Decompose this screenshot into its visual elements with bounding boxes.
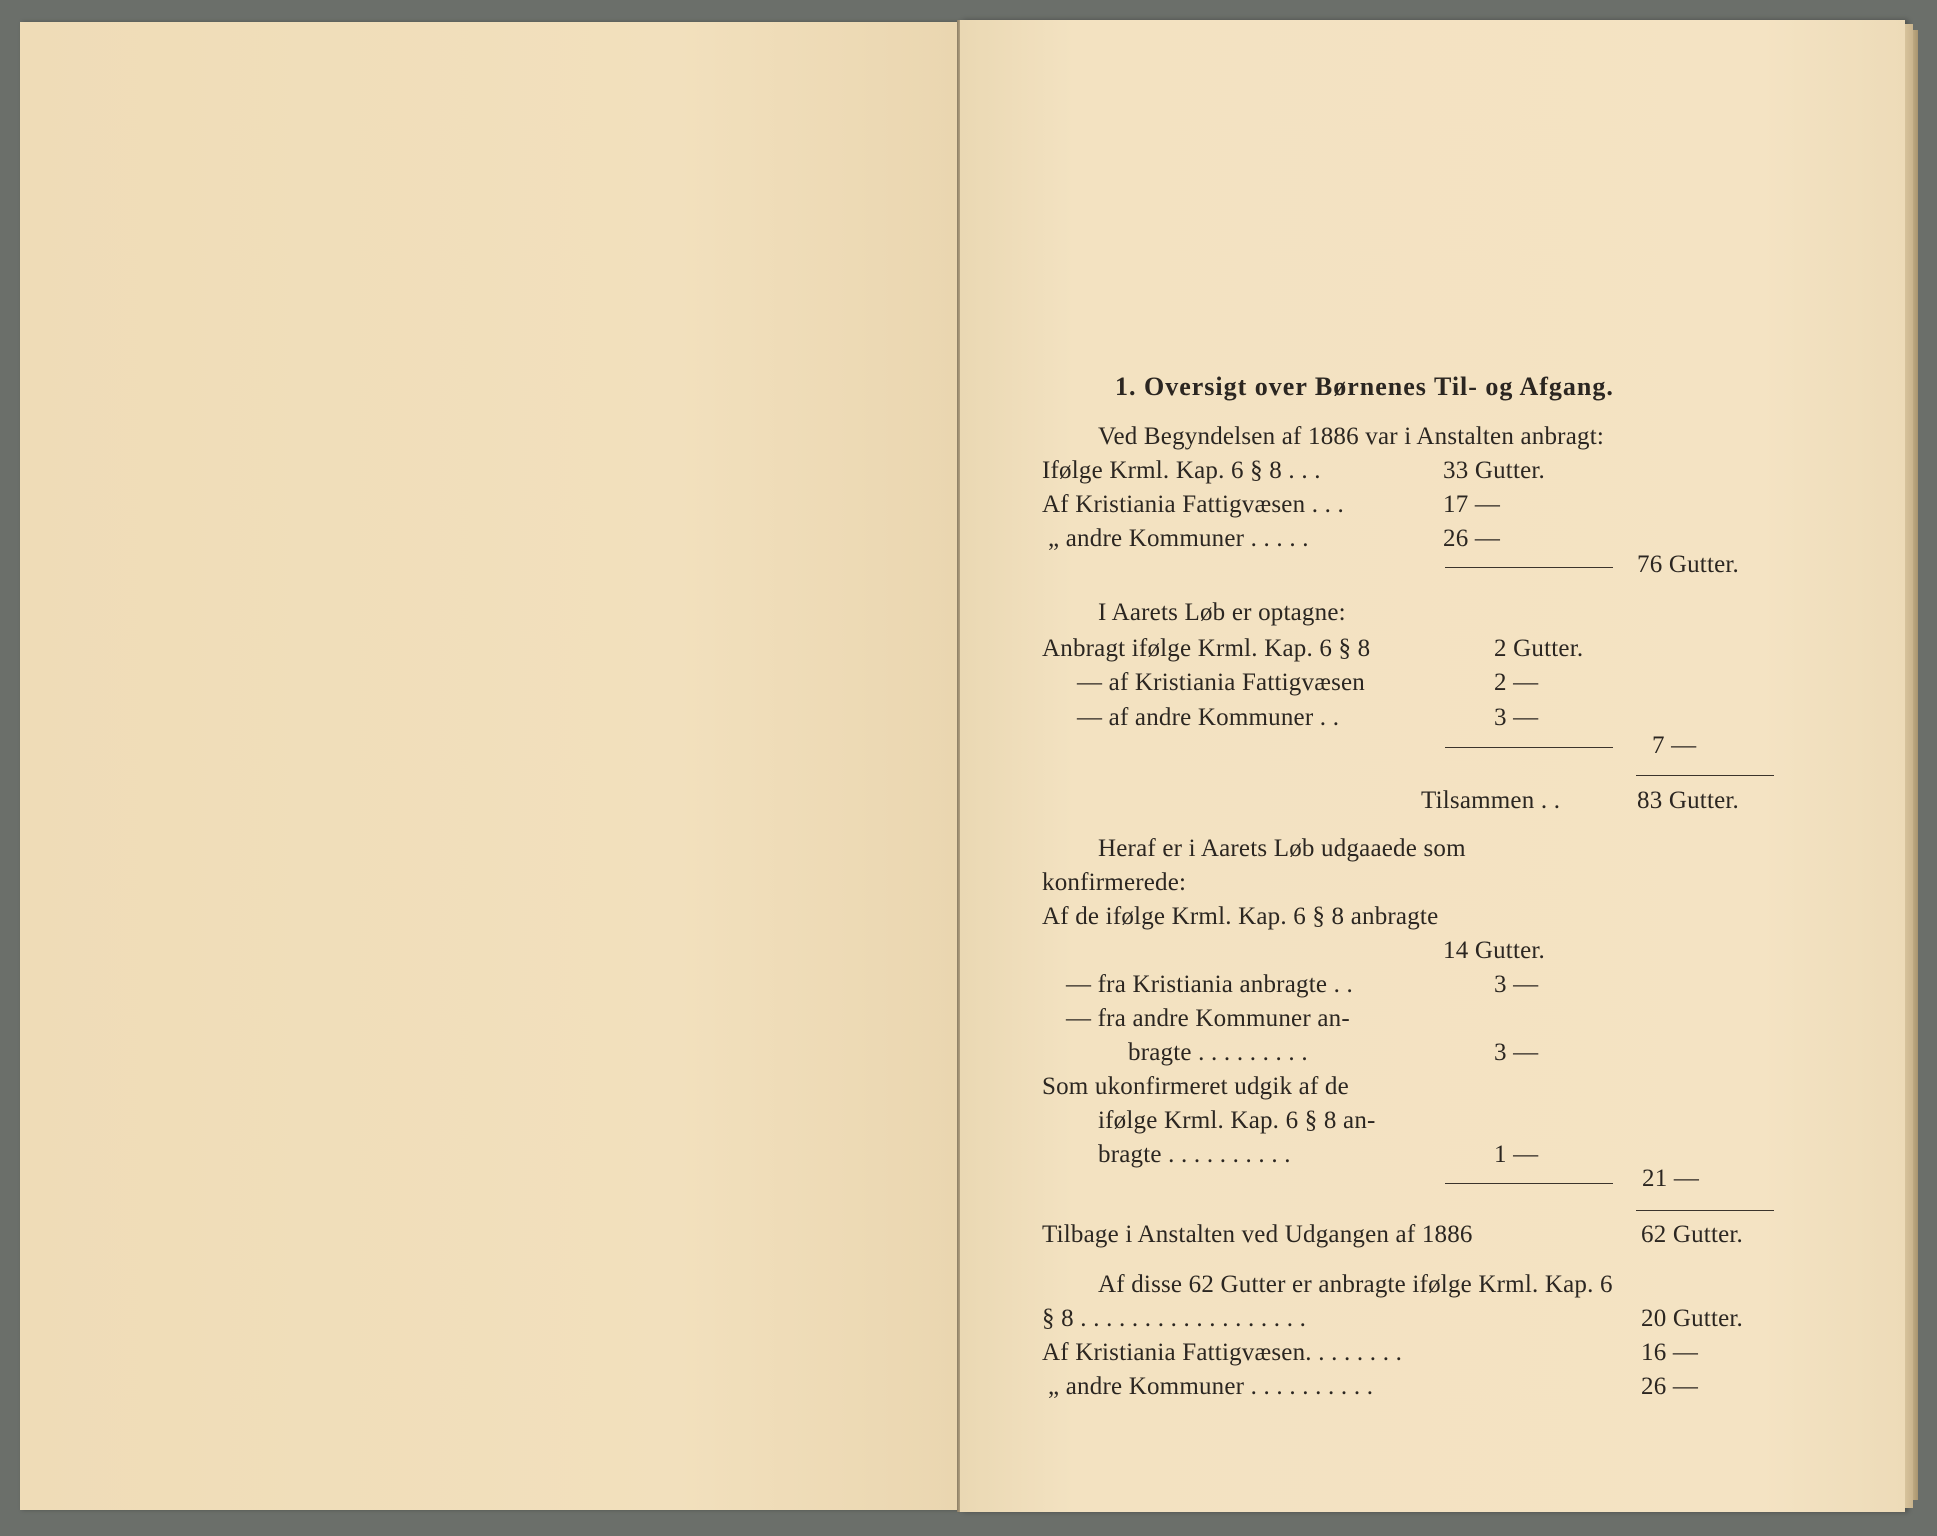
start-row-label: Af Kristiania Fattigvæsen . . . (1042, 491, 1345, 518)
page-edge (1905, 24, 1913, 1508)
sum-value: 83 Gutter. (1637, 787, 1739, 814)
breakdown-row-label: „ andre Kommuner . . . . . . . . . . (1048, 1373, 1374, 1400)
breakdown-row-value: 16 — (1641, 1339, 1699, 1366)
start-row-label: Ifølge Krml. Kap. 6 § 8 . . . (1042, 457, 1321, 484)
page-edge (1913, 30, 1918, 1500)
breakdown-row-label: Af Kristiania Fattigvæsen. . . . . . . . (1042, 1339, 1403, 1366)
admitted-row-label: Anbragt ifølge Krml. Kap. 6 § 8 (1042, 635, 1371, 662)
subtotal-rule (1445, 747, 1613, 748)
start-row-label: „ andre Kommuner . . . . . (1048, 525, 1309, 552)
departed-value: 14 Gutter. (1443, 937, 1545, 964)
sum-label: Tilsammen . . (1421, 787, 1561, 814)
breakdown-row-label: § 8 . . . . . . . . . . . . . . . . . . (1042, 1305, 1307, 1332)
departed-total: 21 — (1642, 1165, 1700, 1192)
breakdown-row-value: 26 — (1641, 1373, 1699, 1400)
subtotal-rule (1445, 1183, 1613, 1184)
departed-intro: Heraf er i Aarets Løb udgaaede som (1098, 835, 1466, 862)
intro-line: Ved Begyndelsen af 1886 var i Anstalten anbragt: (1098, 423, 1604, 450)
total-rule (1636, 1210, 1774, 1211)
departed-value: 3 — (1494, 1039, 1539, 1066)
admitted-total: 7 — (1652, 732, 1697, 759)
admitted-row-value: 2 Gutter. (1494, 635, 1584, 662)
subtotal-rule (1445, 567, 1613, 568)
breakdown-row-value: 20 Gutter. (1641, 1305, 1743, 1332)
departed-line: — fra Kristiania anbragte . . (1066, 971, 1353, 998)
departed-line: bragte . . . . . . . . . . (1098, 1141, 1291, 1168)
departed-intro: konfirmerede: (1042, 869, 1187, 896)
departed-line: — fra andre Kommuner an- (1066, 1005, 1350, 1032)
start-row-value: 17 — (1443, 491, 1501, 518)
departed-value: 3 — (1494, 971, 1539, 998)
admitted-row-label: — af Kristiania Fattigvæsen (1077, 669, 1365, 696)
departed-line: ifølge Krml. Kap. 6 § 8 an- (1098, 1107, 1376, 1134)
departed-value: 1 — (1494, 1141, 1539, 1168)
left-page-blank (20, 22, 960, 1510)
remaining-label: Tilbage i Anstalten ved Udgangen af 1886 (1042, 1221, 1473, 1248)
remaining-value: 62 Gutter. (1641, 1221, 1743, 1248)
section-heading: 1. Oversigt over Børnenes Til- og Afgang. (1115, 372, 1614, 401)
total-rule (1636, 775, 1774, 776)
breakdown-intro: Af disse 62 Gutter er anbragte ifølge Krml. Kap. 6 (1098, 1271, 1613, 1298)
start-total: 76 Gutter. (1637, 551, 1739, 578)
departed-line: Af de ifølge Krml. Kap. 6 § 8 anbragte (1042, 903, 1439, 930)
start-row-value: 26 — (1443, 525, 1501, 552)
start-row-value: 33 Gutter. (1443, 457, 1545, 484)
departed-line: bragte . . . . . . . . . (1128, 1039, 1308, 1066)
admitted-row-value: 2 — (1494, 669, 1539, 696)
admitted-row-label: — af andre Kommuner . . (1077, 704, 1340, 731)
admitted-heading: I Aarets Løb er optagne: (1098, 599, 1346, 626)
admitted-row-value: 3 — (1494, 704, 1539, 731)
departed-line: Som ukonfirmeret udgik af de (1042, 1073, 1349, 1100)
